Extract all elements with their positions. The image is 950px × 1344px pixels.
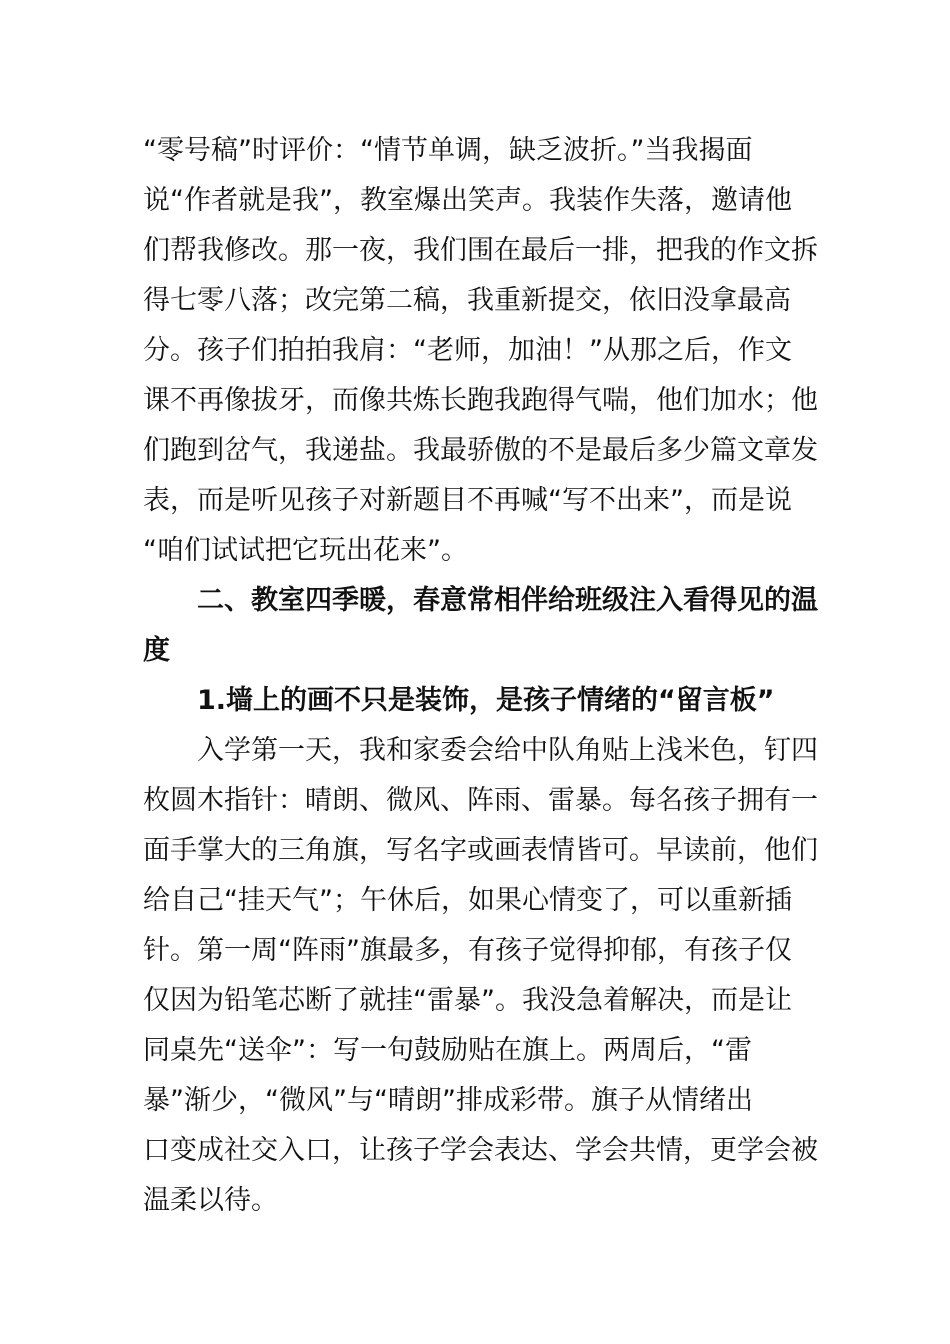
body-text-line: 分。孩子们拍拍我肩：“老师，加油！”从那之后，作文 [143,335,792,366]
section-heading: 二、教室四季暖，春意常相伴给班级注入看得见的温 [197,585,818,616]
body-text-line: 仅因为铅笔芯断了就挂“雷暴”。我没急着解决，而是让 [143,985,792,1016]
body-text-line: “零号稿”时评价：“情节单调，缺乏波折。”当我揭面 [143,135,753,166]
body-text-line: 表，而是听见孩子对新题目不再喊“写不出来”，而是说 [143,485,792,516]
body-text-line: “咱们试试把它玩出花来”。 [143,535,468,566]
subsection-heading: 1.墙上的画不只是装饰，是孩子情绪的“留言板” [197,685,775,716]
body-text-line: 课不再像拔牙，而像共炼长跑我跑得气喘，他们加水；他 [143,385,818,416]
body-text-line: 入学第一天，我和家委会给中队角贴上浅米色，钉四 [197,735,818,766]
body-text-line: 口变成社交入口，让孩子学会表达、学会共情，更学会被 [143,1135,818,1166]
body-text-line: 暴”渐少，“微风”与“晴朗”排成彩带。旗子从情绪出 [143,1085,753,1116]
body-text-line: 枚圆木指针：晴朗、微风、阵雨、雷暴。每名孩子拥有一 [143,785,818,816]
body-text-line: 针。第一周“阵雨”旗最多，有孩子觉得抑郁，有孩子仅 [143,935,792,966]
body-text-line: 得七零八落；改完第二稿，我重新提交，依旧没拿最高 [143,285,791,316]
body-text-line: 温柔以待。 [143,1185,278,1216]
body-text-line: 同桌先“送伞”：写一句鼓励贴在旗上。两周后，“雷 [143,1035,752,1066]
section-heading-continuation: 度 [143,635,170,666]
body-text-line: 给自己“挂天气”；午休后，如果心情变了，可以重新插 [143,885,792,916]
body-text-line: 说“作者就是我”，教室爆出笑声。我装作失落，邀请他 [143,185,792,216]
body-text-line: 们帮我修改。那一夜，我们围在最后一排，把我的作文拆 [143,235,818,266]
body-text-line: 们跑到岔气，我递盐。我最骄傲的不是最后多少篇文章发 [143,435,818,466]
body-text-line: 面手掌大的三角旗，写名字或画表情皆可。早读前，他们 [143,835,818,866]
